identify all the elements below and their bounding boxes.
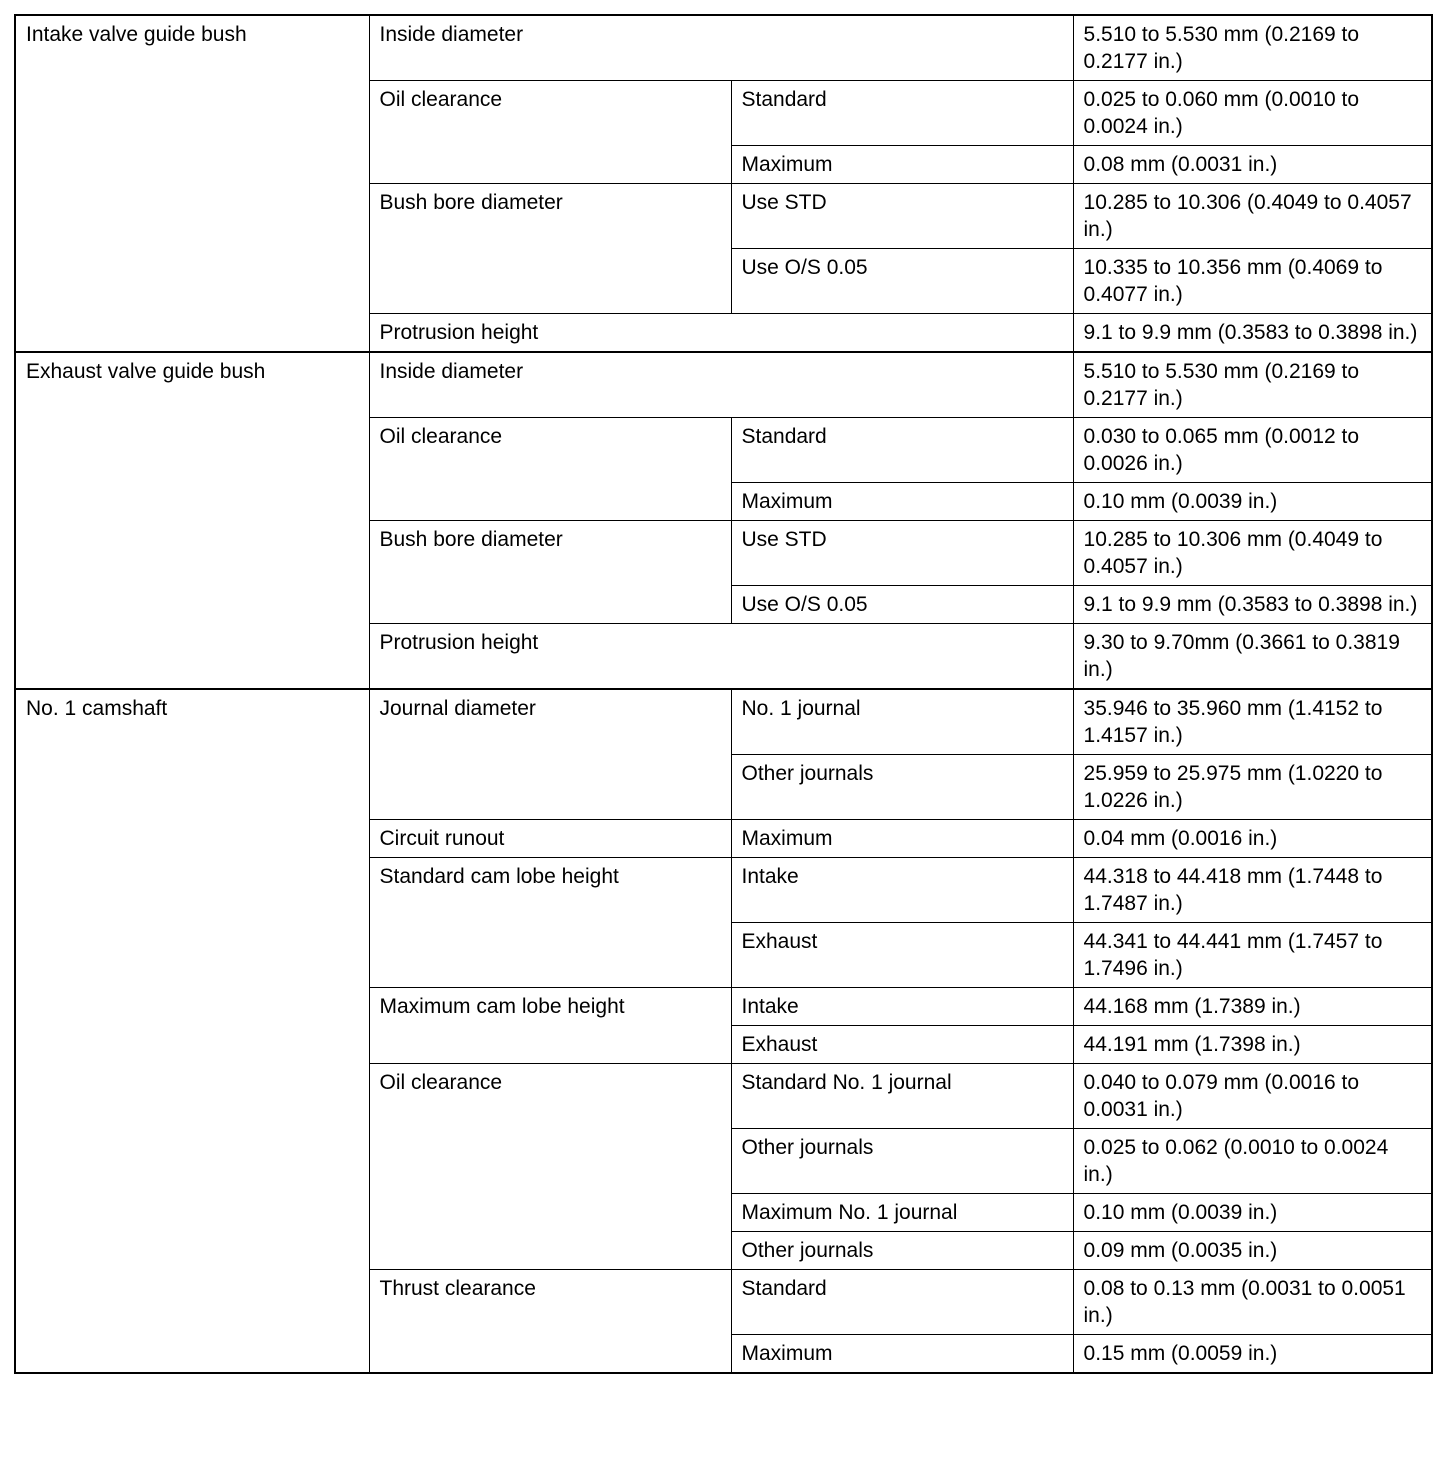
condition-cell: Use STD xyxy=(731,521,1073,586)
condition-cell: Other journals xyxy=(731,755,1073,820)
item-cell: Oil clearance xyxy=(369,418,731,521)
value-cell: 5.510 to 5.530 mm (0.2169 to 0.2177 in.) xyxy=(1073,352,1432,418)
component-cell: Intake valve guide bush xyxy=(15,15,369,352)
spec-table-body xyxy=(15,15,1432,1373)
item-cell: Maximum cam lobe height xyxy=(369,988,731,1064)
value-cell: 44.191 mm (1.7398 in.) xyxy=(1073,1026,1432,1064)
value-cell: 9.30 to 9.70mm (0.3661 to 0.3819 in.) xyxy=(1073,624,1432,690)
condition-cell: Use O/S 0.05 xyxy=(731,586,1073,624)
condition-cell: Maximum xyxy=(731,146,1073,184)
condition-cell: No. 1 journal xyxy=(731,689,1073,755)
value-cell: 9.1 to 9.9 mm (0.3583 to 0.3898 in.) xyxy=(1073,586,1432,624)
value-cell: 0.10 mm (0.0039 in.) xyxy=(1073,483,1432,521)
condition-cell: Other journals xyxy=(731,1129,1073,1194)
item-cell: Standard cam lobe height xyxy=(369,858,731,988)
value-cell: 0.15 mm (0.0059 in.) xyxy=(1073,1335,1432,1374)
table-row xyxy=(15,689,1432,755)
condition-cell: Intake xyxy=(731,988,1073,1026)
condition-cell: Standard xyxy=(731,418,1073,483)
value-cell: 0.030 to 0.065 mm (0.0012 to 0.0026 in.) xyxy=(1073,418,1432,483)
table-row xyxy=(15,15,1432,81)
value-cell: 0.09 mm (0.0035 in.) xyxy=(1073,1232,1432,1270)
value-cell: 10.335 to 10.356 mm (0.4069 to 0.4077 in.) xyxy=(1073,249,1432,314)
condition-cell: Exhaust xyxy=(731,923,1073,988)
value-cell: 0.04 mm (0.0016 in.) xyxy=(1073,820,1432,858)
value-cell: 44.341 to 44.441 mm (1.7457 to 1.7496 in.) xyxy=(1073,923,1432,988)
value-cell: 0.08 mm (0.0031 in.) xyxy=(1073,146,1432,184)
condition-cell: Standard xyxy=(731,1270,1073,1335)
spec-table xyxy=(14,14,1433,1374)
value-cell: 5.510 to 5.530 mm (0.2169 to 0.2177 in.) xyxy=(1073,15,1432,81)
condition-cell: Other journals xyxy=(731,1232,1073,1270)
value-cell: 0.025 to 0.062 (0.0010 to 0.0024 in.) xyxy=(1073,1129,1432,1194)
condition-cell: Standard xyxy=(731,81,1073,146)
item-cell: Circuit runout xyxy=(369,820,731,858)
item-cell: Journal diameter xyxy=(369,689,731,820)
value-cell: 0.08 to 0.13 mm (0.0031 to 0.0051 in.) xyxy=(1073,1270,1432,1335)
condition-cell: Exhaust xyxy=(731,1026,1073,1064)
condition-cell: Maximum xyxy=(731,820,1073,858)
condition-cell: Use STD xyxy=(731,184,1073,249)
value-cell: 44.168 mm (1.7389 in.) xyxy=(1073,988,1432,1026)
condition-cell: Use O/S 0.05 xyxy=(731,249,1073,314)
condition-cell: Standard No. 1 journal xyxy=(731,1064,1073,1129)
item-cell: Bush bore diameter xyxy=(369,184,731,314)
item-cell: Oil clearance xyxy=(369,81,731,184)
component-cell: Exhaust valve guide bush xyxy=(15,352,369,689)
value-cell: 35.946 to 35.960 mm (1.4152 to 1.4157 in.) xyxy=(1073,689,1432,755)
item-cell: Protrusion height xyxy=(369,314,1073,353)
condition-cell: Intake xyxy=(731,858,1073,923)
item-cell: Inside diameter xyxy=(369,15,1073,81)
item-cell: Inside diameter xyxy=(369,352,1073,418)
item-cell: Thrust clearance xyxy=(369,1270,731,1374)
value-cell: 0.025 to 0.060 mm (0.0010 to 0.0024 in.) xyxy=(1073,81,1432,146)
item-cell: Protrusion height xyxy=(369,624,1073,690)
value-cell: 10.285 to 10.306 (0.4049 to 0.4057 in.) xyxy=(1073,184,1432,249)
condition-cell: Maximum xyxy=(731,483,1073,521)
value-cell: 25.959 to 25.975 mm (1.0220 to 1.0226 in.) xyxy=(1073,755,1432,820)
value-cell: 9.1 to 9.9 mm (0.3583 to 0.3898 in.) xyxy=(1073,314,1432,353)
item-cell: Oil clearance xyxy=(369,1064,731,1270)
condition-cell: Maximum No. 1 journal xyxy=(731,1194,1073,1232)
value-cell: 10.285 to 10.306 mm (0.4049 to 0.4057 in.) xyxy=(1073,521,1432,586)
value-cell: 0.10 mm (0.0039 in.) xyxy=(1073,1194,1432,1232)
component-cell: No. 1 camshaft xyxy=(15,689,369,1373)
table-row xyxy=(15,352,1432,418)
item-cell: Bush bore diameter xyxy=(369,521,731,624)
value-cell: 0.040 to 0.079 mm (0.0016 to 0.0031 in.) xyxy=(1073,1064,1432,1129)
condition-cell: Maximum xyxy=(731,1335,1073,1374)
value-cell: 44.318 to 44.418 mm (1.7448 to 1.7487 in.) xyxy=(1073,858,1432,923)
